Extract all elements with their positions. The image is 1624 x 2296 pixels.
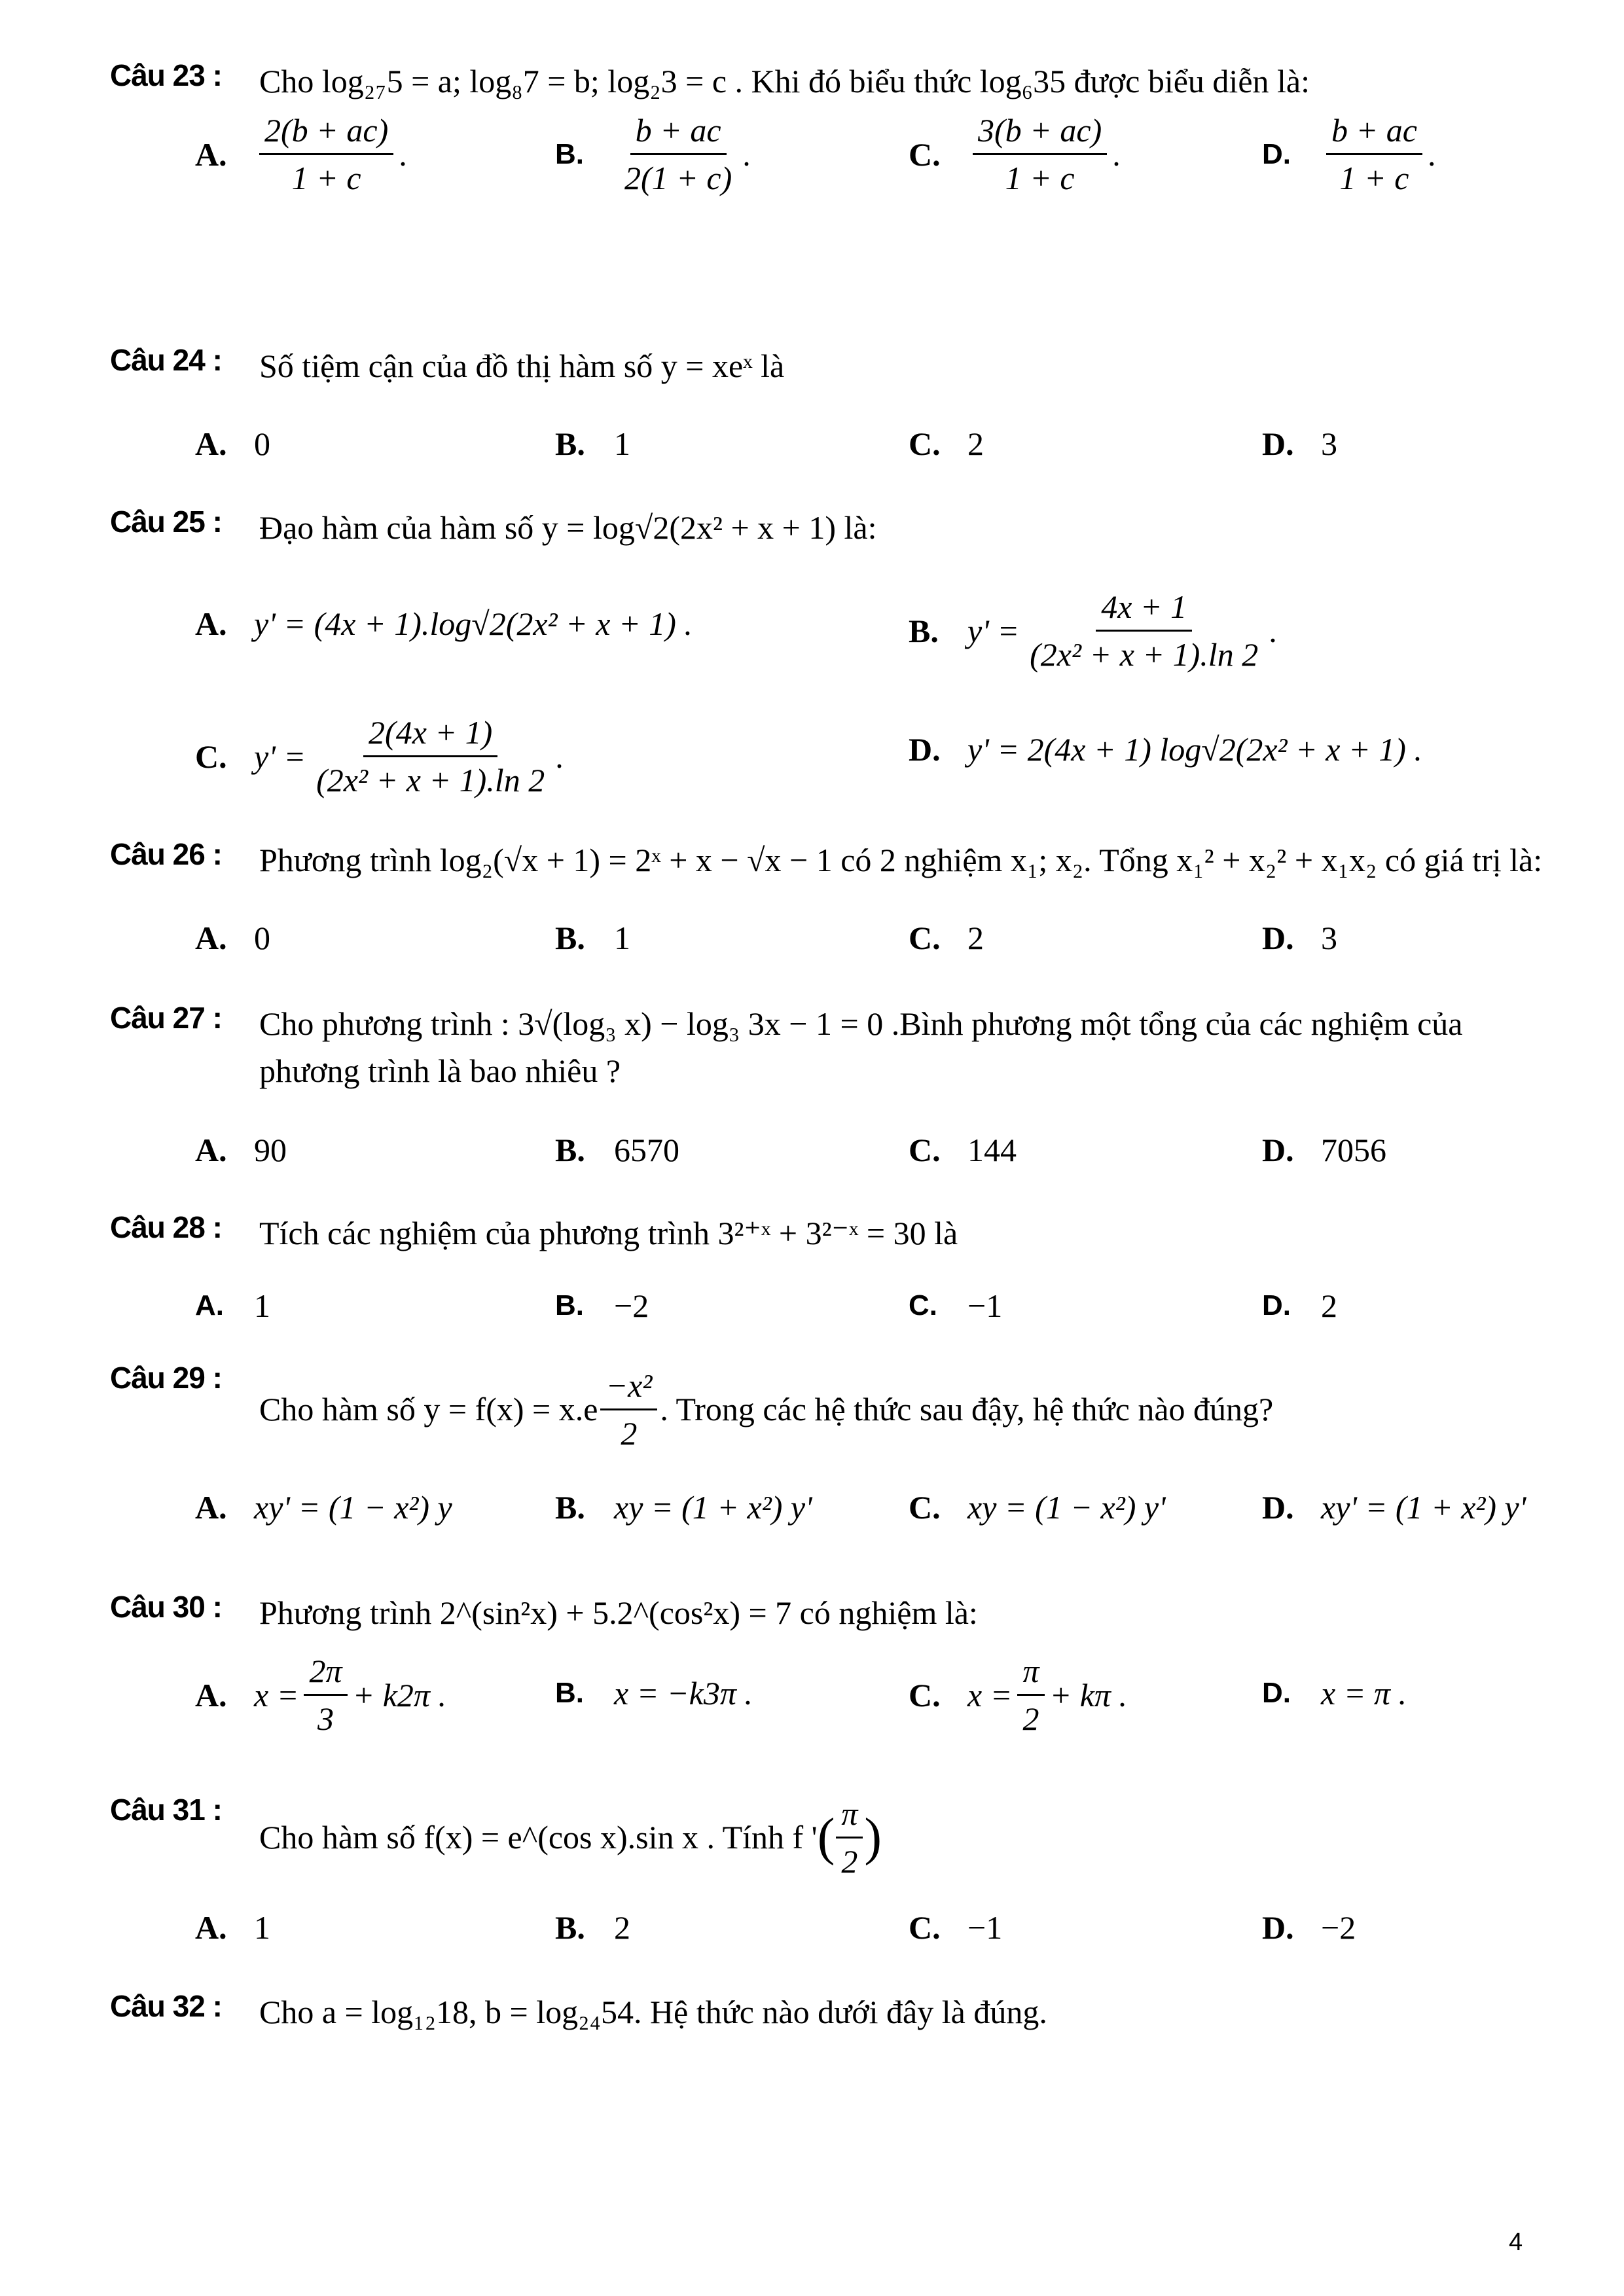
- option-label: D.: [1262, 1289, 1291, 1321]
- option-label: B.: [555, 1489, 585, 1526]
- option-value: 2: [1321, 1287, 1337, 1324]
- option-label: B.: [909, 612, 939, 649]
- question-label: Câu 28 :: [110, 1210, 222, 1244]
- option-c: [909, 1287, 1002, 1325]
- option-label: B.: [555, 1289, 584, 1321]
- option-label: B.: [555, 425, 585, 462]
- question-text: [259, 1360, 1595, 1458]
- question-label: Câu 24 :: [110, 343, 222, 377]
- option-label: D.: [909, 731, 941, 768]
- option-label: A.: [195, 425, 227, 462]
- option-a: [195, 1909, 270, 1946]
- option-a: A. $\frac{2(b + ac)}{1 + c}$ .: [195, 112, 407, 196]
- fraction-denominator: (2x² + x + 1).ln 2: [1030, 636, 1259, 673]
- option-label: C.: [909, 1132, 941, 1168]
- option-value: 6570: [614, 1132, 679, 1168]
- option-value: 1: [254, 1909, 270, 1946]
- option-value: 0: [254, 425, 270, 462]
- option-value: xy = (1 − x²) y': [967, 1489, 1166, 1526]
- option-a: [195, 1652, 446, 1738]
- option-value: 7056: [1321, 1132, 1386, 1168]
- option-a: [195, 1488, 452, 1526]
- option-label: C.: [195, 738, 227, 775]
- question-label: Câu 31 :: [110, 1793, 222, 1827]
- option-c: C. y' = $\frac{2(4x + 1)}{\text{(2x² + x + 1).ln 2}}$ .: [195, 714, 564, 798]
- option-d: [909, 730, 1422, 768]
- fraction-denominator: 1 + c: [1005, 160, 1075, 196]
- option-d: [1262, 1909, 1356, 1946]
- question-text: Cho phương trình : 3√(log₃ x) − log₃ 3x − 1 = 0 .Bình phương một tổng của các nghiệm của: [259, 1005, 1463, 1042]
- option-value: 144: [967, 1132, 1017, 1168]
- option-d: [1262, 1131, 1386, 1169]
- option-value: x = π .: [1321, 1675, 1407, 1712]
- option-label: C.: [909, 425, 941, 462]
- question-text: Cho log₂₇5 = a; log₈7 = b; log₂3 = c . Khi đó biểu thức log₆35 được biểu diễn là:: [259, 63, 1310, 99]
- fraction-numerator: 2(b + ac): [259, 111, 393, 155]
- fraction-numerator: 4x + 1: [1096, 588, 1192, 632]
- option-label: A.: [195, 605, 227, 642]
- option-label: D.: [1262, 137, 1291, 170]
- option-b: [555, 1909, 630, 1946]
- option-label: D.: [1262, 920, 1294, 956]
- fraction-numerator: π: [836, 1795, 863, 1839]
- question-label: Câu 30 :: [110, 1590, 222, 1624]
- option-label: A.: [195, 1489, 227, 1526]
- page-number: 4: [1509, 2229, 1523, 2256]
- fraction-numerator: 2(4x + 1): [363, 713, 497, 757]
- option-label: C.: [909, 1676, 941, 1713]
- text-before: Cho hàm số y = f(x) = x.e: [259, 1391, 598, 1427]
- option-label: C.: [909, 1289, 937, 1321]
- option-label: C.: [909, 1909, 941, 1946]
- fraction-numerator: b + ac: [1326, 111, 1422, 155]
- option-value: y' = 2(4x + 1) log√2(2x² + x + 1) .: [967, 731, 1422, 768]
- question-label: Câu 26 :: [110, 837, 222, 871]
- option-label: B.: [555, 1677, 584, 1709]
- option-value: 1: [614, 920, 630, 956]
- option-value: 3: [1321, 920, 1337, 956]
- left-paren: (: [817, 1808, 835, 1866]
- fraction-denominator: 2: [621, 1414, 638, 1452]
- option-d: [1262, 425, 1337, 463]
- fraction-denominator: 2: [841, 1842, 858, 1880]
- option-d: [1262, 1488, 1526, 1526]
- fraction-denominator: 2(1 + c): [624, 160, 732, 196]
- question-label: Câu 27 :: [110, 1001, 222, 1035]
- question-text-line2: phương trình là bao nhiêu ?: [259, 1052, 621, 1089]
- option-prefix: x =: [254, 1676, 299, 1713]
- option-value: 2: [967, 425, 984, 462]
- option-label: C.: [909, 135, 941, 173]
- option-c: [909, 1488, 1166, 1526]
- option-a: [195, 919, 270, 957]
- option-c: [909, 919, 984, 957]
- option-b: [555, 1674, 753, 1712]
- option-prefix: y' =: [254, 738, 306, 775]
- option-b: B. $\frac{b + ac}{2(1 + c)}$ .: [555, 112, 751, 196]
- option-label: A.: [195, 1676, 227, 1713]
- option-label: B.: [555, 1909, 585, 1946]
- question-label: Câu 29 :: [110, 1361, 222, 1395]
- option-a: [195, 605, 693, 643]
- question-text: Đạo hàm của hàm số y = log√2(2x² + x + 1) là:: [259, 509, 877, 546]
- option-label: C.: [909, 1489, 941, 1526]
- option-prefix: x =: [967, 1676, 1013, 1713]
- option-label: D.: [1262, 1489, 1294, 1526]
- option-value: −2: [614, 1287, 649, 1324]
- option-label: A.: [195, 1909, 227, 1946]
- option-c: C. $\frac{3(b + ac)}{1 + c}$ .: [909, 112, 1121, 196]
- option-suffix: + kπ .: [1049, 1676, 1127, 1713]
- fraction-denominator: 2: [1022, 1700, 1039, 1737]
- option-value: x = −k3π .: [614, 1675, 753, 1712]
- option-suffix: + k2π .: [352, 1676, 446, 1713]
- option-d: D. $\frac{b + ac}{1 + c}$ .: [1262, 112, 1436, 196]
- question-text: Phương trình log₂(√x + 1) = 2ˣ + x − √x − 1 có 2 nghiệm x₁; x₂. Tổng x₁² + x₂² + x₁x₂ có giá trị là:: [259, 842, 1543, 878]
- option-b: [555, 1287, 649, 1325]
- option-c: [909, 425, 984, 463]
- option-value: y' = (4x + 1).log√2(2x² + x + 1) .: [254, 605, 693, 642]
- option-b: [555, 919, 630, 957]
- option-b: [555, 1131, 679, 1169]
- option-value: 0: [254, 920, 270, 956]
- fraction-numerator: 3(b + ac): [973, 111, 1107, 155]
- fraction-numerator: 2π: [304, 1652, 347, 1696]
- option-d: [1262, 1287, 1337, 1325]
- option-value: 3: [1321, 425, 1337, 462]
- fraction-denominator: 3: [317, 1700, 334, 1737]
- option-d: [1262, 1674, 1407, 1712]
- option-label: C.: [909, 920, 941, 956]
- fraction-denominator: (2x² + x + 1).ln 2: [316, 762, 545, 798]
- option-label: D.: [1262, 425, 1294, 462]
- fraction-denominator: 1 + c: [291, 160, 361, 196]
- option-label: D.: [1262, 1909, 1294, 1946]
- fraction-numerator: π: [1017, 1652, 1044, 1696]
- option-value: 2: [614, 1909, 630, 1946]
- question-text: Số tiệm cận của đồ thị hàm số y = xeˣ là: [259, 348, 785, 384]
- option-value: 1: [254, 1287, 270, 1324]
- option-value: −1: [967, 1287, 1003, 1324]
- option-b: [555, 425, 630, 463]
- option-label: B.: [555, 920, 585, 956]
- option-label: D.: [1262, 1677, 1291, 1709]
- text-before: Cho hàm số f(x) = e^(cos x).sin x . Tính f ': [259, 1819, 818, 1856]
- option-label: A.: [195, 1289, 224, 1321]
- option-label: B.: [555, 137, 584, 170]
- option-value: xy' = (1 + x²) y': [1321, 1489, 1526, 1526]
- option-prefix: y' =: [967, 612, 1020, 649]
- option-label: D.: [1262, 1132, 1294, 1168]
- question-label: Câu 25 :: [110, 505, 222, 539]
- option-value: 2: [967, 920, 984, 956]
- option-a: [195, 425, 270, 463]
- question-text: Cho a = log₁₂18, b = log₂₄54. Hệ thức nào dưới đây là đúng.: [259, 1994, 1047, 2030]
- option-d: [1262, 919, 1337, 957]
- question-text: Tích các nghiệm của phương trình 3²⁺ˣ + 3²⁻ˣ = 30 là: [259, 1215, 958, 1251]
- option-value: 1: [614, 425, 630, 462]
- option-b: B. y' = $\frac{4x + 1}{\text{(2x² + x + 1).ln 2}}$ .: [909, 588, 1277, 673]
- fraction-numerator: b + ac: [630, 111, 727, 155]
- question-label: Câu 23 :: [110, 58, 222, 92]
- fraction-numerator: −x²: [600, 1367, 657, 1410]
- option-c: [909, 1909, 1002, 1946]
- option-b: [555, 1488, 812, 1526]
- option-value: xy = (1 + x²) y': [614, 1489, 812, 1526]
- question-text: [259, 1788, 1595, 1886]
- option-a: [195, 1287, 270, 1325]
- question-text: Phương trình 2^(sin²x) + 5.2^(cos²x) = 7 có nghiệm là:: [259, 1594, 978, 1631]
- option-label: B.: [555, 1132, 585, 1168]
- option-a: [195, 1131, 287, 1169]
- option-c: [909, 1131, 1017, 1169]
- option-c: [909, 1652, 1127, 1738]
- option-value: xy' = (1 − x²) y: [254, 1489, 452, 1526]
- option-label: A.: [195, 135, 227, 173]
- right-paren: ): [864, 1808, 882, 1866]
- option-value: −2: [1321, 1909, 1356, 1946]
- option-label: A.: [195, 1132, 227, 1168]
- option-value: −1: [967, 1909, 1003, 1946]
- text-after: . Trong các hệ thức sau đậy, hệ thức nào đúng?: [660, 1391, 1274, 1427]
- option-label: A.: [195, 920, 227, 956]
- fraction-denominator: 1 + c: [1339, 160, 1409, 196]
- option-value: 90: [254, 1132, 287, 1168]
- question-label: Câu 32 :: [110, 1989, 222, 2023]
